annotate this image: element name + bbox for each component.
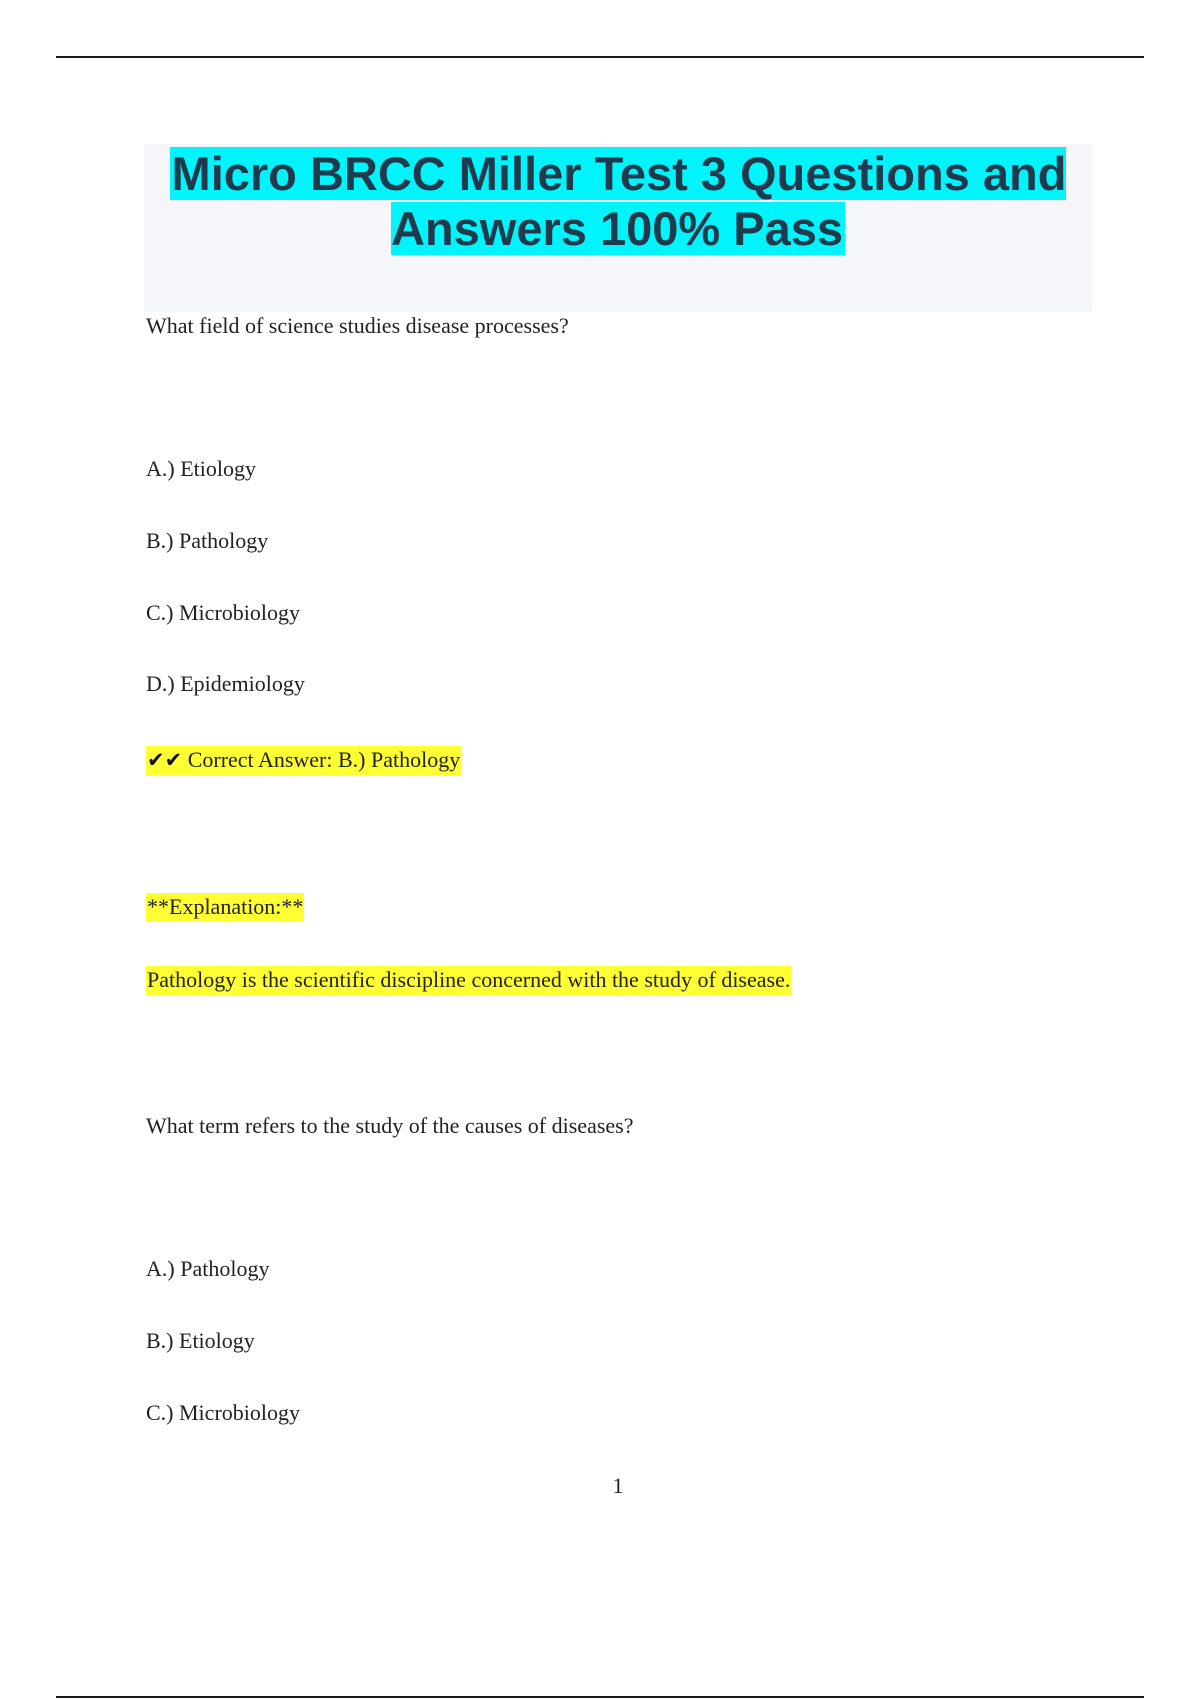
question-2-option-a: A.) Pathology (146, 1256, 270, 1281)
correct-answer-highlight (146, 746, 461, 775)
question-1-option-a: A.) Etiology (146, 456, 256, 481)
footer-rule (56, 1696, 1144, 1698)
question-1-correct-answer (146, 745, 461, 775)
correct-answer-label: Correct Answer: B.) Pathology (187, 747, 461, 772)
header-rule (56, 56, 1144, 58)
question-1-option-b: B.) Pathology (146, 528, 269, 553)
question-1-explanation (146, 965, 791, 995)
question-1-explanation-heading (146, 892, 304, 922)
question-2-option-c: C.) Microbiology (146, 1400, 300, 1425)
document-title-text: Micro BRCC Miller Test 3 Questions and Answers 100% Pass (171, 147, 1067, 255)
double-check-icon: ✔✔ (147, 748, 183, 772)
explanation-text: Pathology is the scientific discipline concerned with the study of disease. (146, 966, 791, 995)
question-2-option-b: B.) Etiology (146, 1328, 255, 1353)
explanation-heading-text: **Explanation:** (146, 893, 304, 922)
question-1-prompt: What field of science studies disease processes? (146, 313, 569, 338)
title-block (144, 144, 1092, 312)
page-number: 1 (612, 1473, 624, 1498)
document-title (144, 144, 1092, 256)
question-1-option-d: D.) Epidemiology (146, 671, 305, 696)
question-1-option-c: C.) Microbiology (146, 600, 300, 625)
question-2-prompt: What term refers to the study of the causes of diseases? (146, 1113, 634, 1138)
